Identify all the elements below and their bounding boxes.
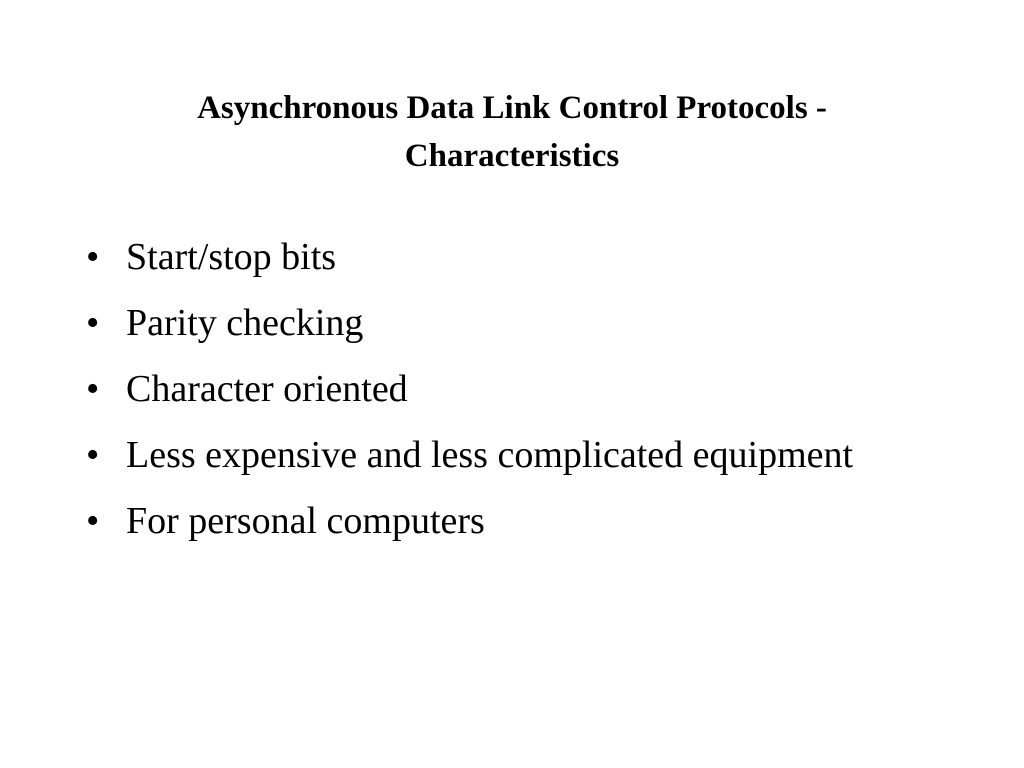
slide-title-line-2: Characteristics (404, 138, 620, 174)
slide-title (112, 84, 912, 180)
bullet-item-start-stop-bits (86, 231, 946, 283)
bullet-icon: • (86, 434, 100, 476)
bullet-text: For personal computers (126, 500, 485, 542)
bullet-item-parity-checking (86, 297, 946, 349)
bullet-list (86, 231, 946, 561)
bullet-icon: • (86, 500, 100, 542)
bullet-item-personal-computers (86, 495, 946, 547)
bullet-text: Start/stop bits (126, 236, 337, 278)
bullet-icon: • (86, 236, 100, 278)
bullet-icon: • (86, 368, 100, 410)
bullet-text: Parity checking (126, 302, 364, 344)
bullet-icon: • (86, 302, 100, 344)
bullet-item-character-oriented (86, 363, 946, 415)
bullet-item-equipment (86, 429, 946, 481)
bullet-text: Less expensive and less complicated equipment (126, 434, 854, 476)
slide-title-line-1: Asynchronous Data Link Control Protocols - (197, 90, 827, 126)
bullet-text: Character oriented (126, 368, 408, 410)
